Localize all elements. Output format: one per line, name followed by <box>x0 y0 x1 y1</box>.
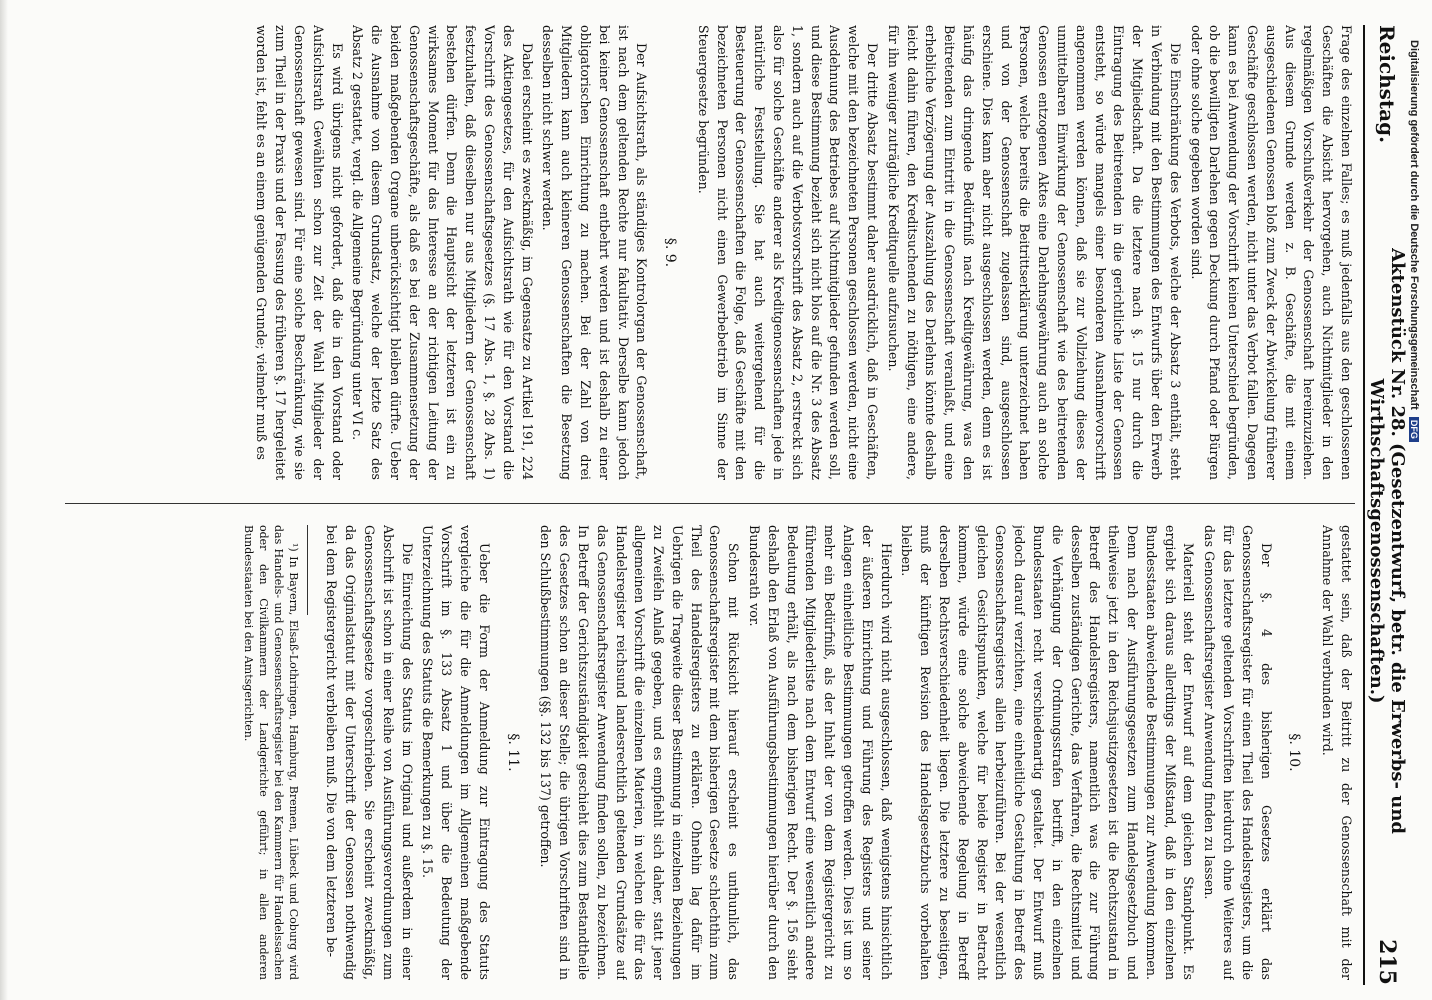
column-divider <box>65 503 1355 504</box>
section-heading: §. 9. <box>662 237 679 268</box>
section-heading: §. 10. <box>1286 733 1303 772</box>
left-column <box>55 25 1355 480</box>
paragraph: Dabei erscheint es zweckmäßig, im Gegensatze zu Artikel 191, 224 des Aktiengesetzes, für den Aufsichtsrath wie für den Vorstand die Vorschrift des Genossenschaftsgesetzes (§. 17 Abs. 1, §. 28 Abs. 1) festzuhalten, daß dieselben nur aus Mitgliedern der Genossenschaft bestehen dürfen. Denn die Hauptsicht der letzteren ist ein zu wirksames Moment für das Interesse an der richtigen Leitung der Genossenschaftsgeschäfte, als daß es bei der Zusammensetzung der beiden maßgebenden Organe unberücksichtigt bleiben dürfte. Ueber die Ausnahme von diesem Grundsatz, welche der letzte Satz des Absatz 2 gestattet, vergl. die Allgemeine Begründung unter VI c. <box>350 25 535 480</box>
header-left: Reichstag. <box>1375 25 1399 144</box>
paragraph: Hierdurch wird nicht ausgeschlossen, daß wenigstens hinsichtlich der äußeren Einrichtung und Führung des Registers und seiner Anlagen einheitliche Bestimmungen getroffen werden. Dies ist um so mehr ein Bedürfniß, als der Inhalt der von dem Registergericht zu führenden Mitgliederliste nach dem Entwurf eine wesentlich andere Bedeutung erhält, als nach dem bisherigen Recht. Der §. 156 sieht deshalb den Erlaß von Ausführungsbestimmungen hierüber durch den Bundesrath vor. <box>747 525 894 980</box>
document-title: Aktenstück Nr. 28. (Gesetzentwurf, betr. die Erwerbs- und Wirthschaftsgenossenschaften.) <box>1366 248 1408 835</box>
digitization-credit <box>1400 40 1428 1000</box>
paragraph: Ueber die Form der Anmeldung zur Eintragung des Statuts vergleiche die für die Anmeldungen im Allgemeinen maßgebende Vorschrift im §. 133 Absatz 1 und über die Bedeutung der Unterzeichnung des Statuts die Bemerkungen zu §. 15. <box>420 525 492 980</box>
section-heading: §. 11. <box>504 733 521 772</box>
paragraph: Frage des einzelnen Falles; es muß jedenfalls aus den geschlossenen Geschäften die Absicht hervorgehen, auch Nichtmitglieder in den regelmäßigen Vorschußverkehr der Genossenschaft hereinzuziehen. Aus diesem Grunde werden z. B. Geschäfte, die mit einem ausgeschiedenen Genossen bloß zum Zweck der Abwickelung früherer Geschäfte geschlossen werden, nicht unter das Verbot fallen. Dagegen kann es bei Anwendung der Vorschrift keinen Unterschied begründen, ob die bewilligten Darlehen gegen Deckung durch Pfand oder Bürgen oder ohne solche gegeben worden sind. <box>1188 25 1354 480</box>
scan-edge <box>0 0 8 1000</box>
paragraph: Der Aufsichtsrath, als ständiges Kontrolorgan der Genossenschaft, ist nach dem geltenden Rechte nur fakultativ. Derselbe kann jedoch bei keiner Genossenschaft entbehrt werden und ist deshalb zu einer obligatorischen Einrichtung zu machen. Bei der Zahl von drei Mitgliedern kann auch kleineren Genossenschaften die Besetzung desselben nicht schwer werden. <box>540 25 650 480</box>
footnote: ¹) In Bayern, Elsaß-Lothringen, Hamburg, Bremen, Lübeck und Coburg wird das Handels- und Genossenschaftsregister bei den Kammern für Handelssachen oder den Civilkammern der Landgerichte geführt; in allen anderen Bundesstaaten bei den Amtsgerichten. <box>241 525 300 980</box>
credit-line <box>1408 40 1420 442</box>
paragraph: Die Einreichung des Statuts im Original und außerdem in einer Abschrift ist schon in einer Reihe von Ausführungsverordnungen zum Genossenschaftsgesetze vorgeschrieben. Sie erscheint zweckmäßig, da das Originalstatut mit der Unterschrift der Genossen nothwendig bei dem Registergericht verbleiben muß. Die von dem letzteren be- <box>324 525 415 980</box>
paragraph: Der dritte Absatz bestimmt daher ausdrücklich, daß in Geschäften, welche mit den bezeichneten Personen geschlossen werden, nicht eine Ausdehnung des Betriebes auf Nichtmitglieder gefunden werden soll, und diese Bestimmung bezieht sich nicht blos auf die Nr. 3 des Absatz 1, sondern auch auf die Verbotsvorschrift des Absatz 2, erstreckt sich also für solche Geschäfte anderer als Kreditgenossenschaften jede in natürliche Feststellung. Sie hat auch weitergehend für die Besteuerung der Genossenschaften die Folge, daß Geschäfte mit den bezeichneten Personen nicht einen Gewerbebetrieb im Sinne der Steuergesetze begründen. <box>695 25 881 480</box>
paragraph: Schon mit Rücksicht hierauf erscheint es unthunlich, das Genossenschaftsregister mit dem bisherigen Gesetze schlechthin zum Theil des Handelsregisters zu erklären. Ohnehin lag dafür im Uebrigen die Tragweite dieser Bestimmung in einzelnen Beziehungen zu Zweifeln Anlaß gegeben, und es empfiehlt sich daher, statt jener allgemeinen Vorschrift die einzelnen Materien, in welchen die für das Handelsregister reichsund landesrechtlich geltenden Grundsätze auf das Genossenschaftsregister Anwendung finden sollen, zu bezeichnen. In Betreff der Gerichtszuständigkeit geschieht dies zum Bestandtheile des Gesetzes schon an dieser Stelle; die übrigen Vorschriften sind in den Schlußbestimmungen (§§. 132 bis 137) getroffen. <box>538 525 742 980</box>
page-number: 215 <box>1374 939 1400 985</box>
rotated-page <box>14 25 1409 985</box>
paragraph: Die Einschränkung des Verbots, welche der Absatz 3 enthält, steht in Verbindung mit den Bestimmungen des Entwurfs über den Erwerb der Mitgliedschaft. Da die letztere nach §. 15 nur durch die Eintragung des Beitretenden in die gerichtliche Liste der Genossen entsteht, so würde mangels einer besonderen Ausnahmevorschrift angenommen werden können, daß sie zur Vollziehung dieses der unmittelbaren Einwirkung der Genossenschaft wie des beitretenden Genossen entzogenen Aktes eine Darlehnsgewährung auch an solche Personen, welche bereits die Beitrittserklärung unterzeichnet haben und von der Genossenschaft zugelassen sind, ausgeschlossen erschiene. Dies kann aber nicht ausgeschlossen werden, denn es ist häufig das dringende Bedürfniß nach Kreditgewährung, was den Beitretenden zum Eintritt in die Genossenschaft veranlaßt, und eine erhebliche Verzögerung der Auszahlung des Darlehns könnte deshalb leicht dahin führen, den Kreditsuchenden zu nöthigen, eine andere, für ihn weniger zuträgliche Kreditquelle aufzusuchen. <box>885 25 1183 480</box>
paragraph: Materiell steht der Entwurf auf dem gleichen Standpunkt. Es ergiebt sich daraus allerdings der Mißstand, daß in den einzelnen Bundesstaaten abweichende Bestimmungen zur Anwendung kommen. Denn nach der Ausführungsgesetzen zum Handelsgesetzbuch und theilweise jetzt in den Reichsjustizgesetzen ist die Rechtszustand in Betreff des Handelsregisters, namentlich was die zur Führung desselben zuständigen Gerichte, das Verfahren, die Rechtsmittel und die Verhängung der Ordnungsstrafen betrifft, in den einzelnen Bundesstaaten recht verschiedenartig gestaltet. Der Entwurf muß jedoch darauf verzichten, eine einheitliche Gestaltung in Betreff des Genossenschaftsregisters allein herbeizuführen. Bei der wesentlich gleichen Gesichtspunkten, welche für beide Register in Betracht kommen, würde eine solche abweichende Regelung in Betreff derselben Rechtsverschiedenheit liegen. Die letztere zu beseitigen, muß der künftigen Revision des Handelsgesetzbuchs vorbehalten bleiben. <box>899 525 1197 980</box>
dfg-badge: DFG <box>1409 417 1419 442</box>
right-column <box>55 525 1355 980</box>
credit-text: Digitalisierung gefördert durch die Deutsche Forschungsgemeinschaft <box>1408 40 1420 410</box>
footnote-rule <box>307 525 308 615</box>
paragraph: Es wird übrigens nicht gefordert, daß die in den Vorstand oder Aufsichtsrath Gewählten schon zur Zeit der Wahl Mitglieder der Genossenschaft gewesen sind. Für eine solche Beschränkung, wie sie zum Theil in der Praxis und der Fassung des früheren §. 17 hergeleitet worden ist, fehlt es an einem genügenden Grunde; vielmehr muß es <box>254 25 345 480</box>
paragraph: gestattet sein, daß der Beitritt zu der Genossenschaft mit der Annahme der Wahl verbunden wird. <box>1320 525 1354 980</box>
paragraph: Der §. 4 des bisherigen Gesetzes erklärt das Genossenschaftsregister für einen Theil des Handelsregisters, um die für das letztere geltenden Vorschriften hierdurch ohne Weiteres auf das Genossenschaftsregister Anwendung finden zu lassen. <box>1202 525 1274 980</box>
